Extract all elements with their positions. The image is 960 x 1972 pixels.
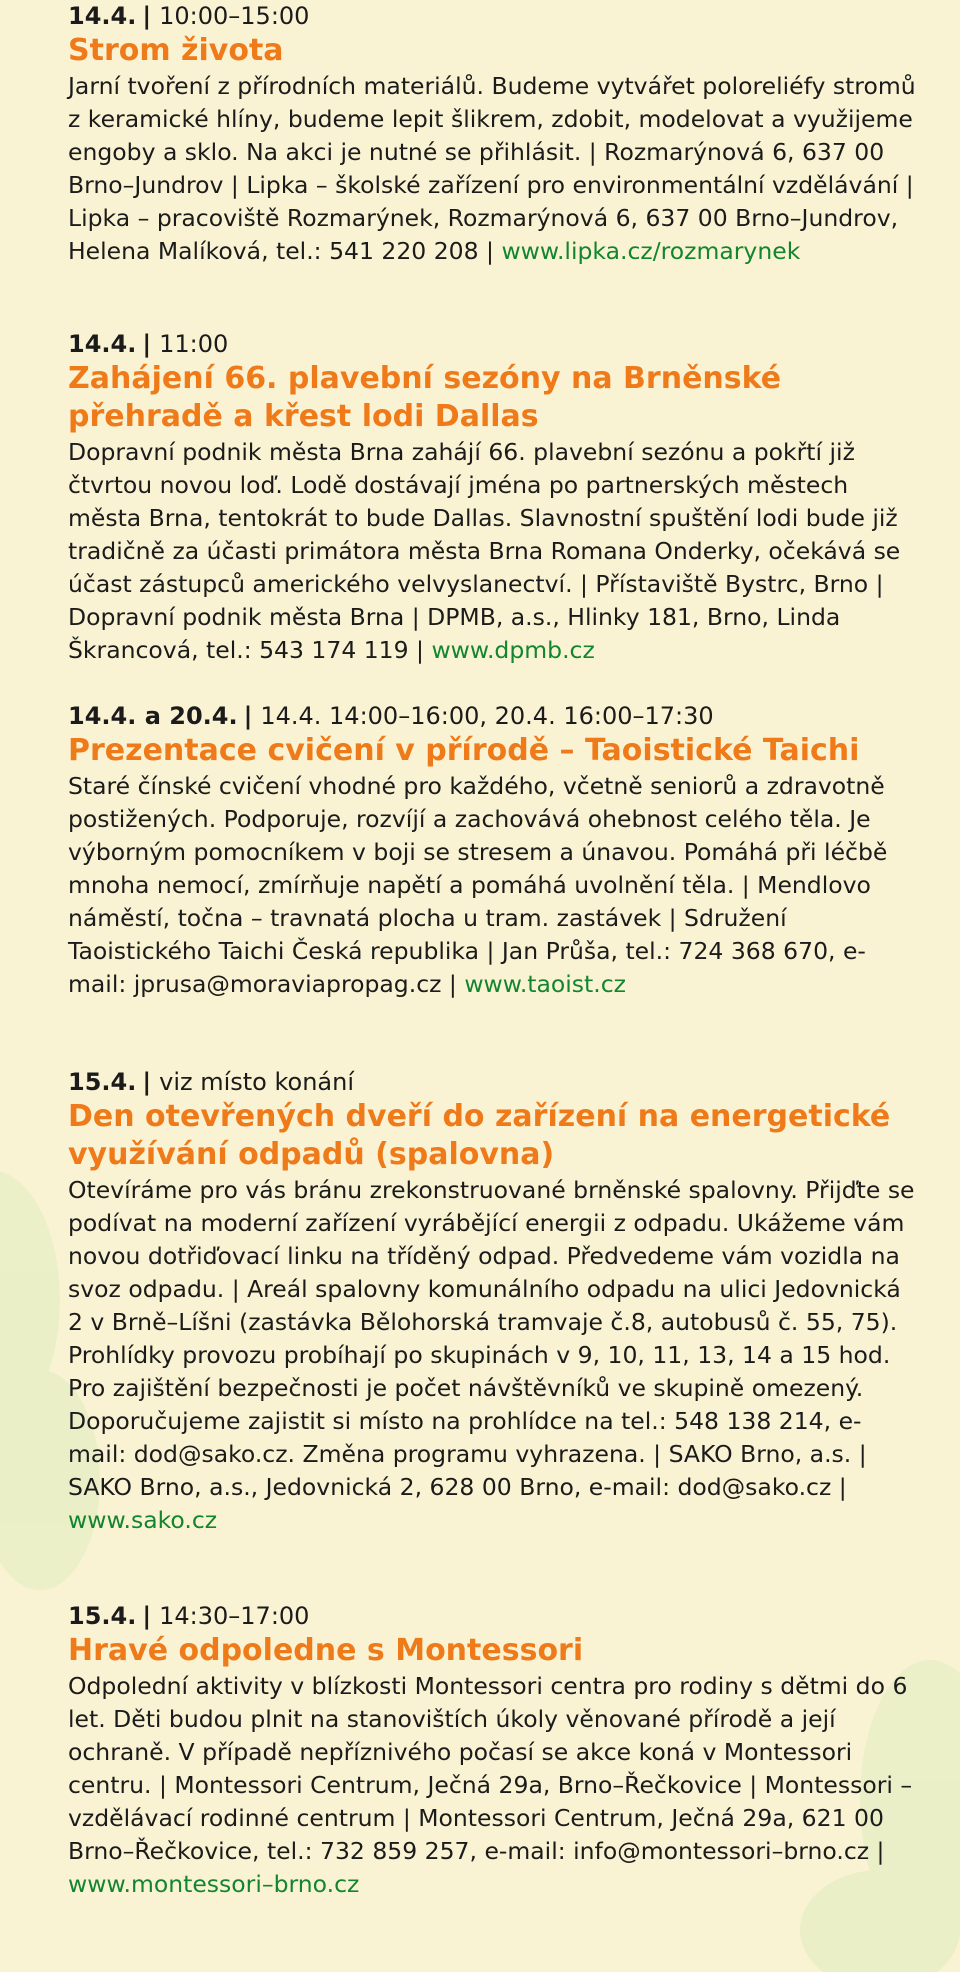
- event-link[interactable]: www.dpmb.cz: [431, 636, 595, 664]
- event-link[interactable]: www.lipka.cz/rozmarynek: [501, 237, 801, 265]
- event-item: [68, 700, 918, 1001]
- event-description: [68, 70, 918, 268]
- separator: |: [142, 330, 152, 358]
- event-meta: [68, 1066, 918, 1098]
- event-title: Prezentace cvičení v přírodě – Taoistické Taichi: [68, 733, 860, 768]
- event-time: viz místo konání: [159, 1068, 355, 1096]
- event-link[interactable]: www.taoist.cz: [464, 970, 626, 998]
- event-description-text: Dopravní podnik města Brna zahájí 66. plavební sezónu a pokřtí již čtvrtou novou loď. Lodě dostávají jména po partnerských městech města Brna, tentokrát to bude Dallas. Slavnostní spuštění lodi bude již tradičně za účasti primátora města Brna Romana Onderky, očekává se účast zástupců amerického velvyslanectví. | Přístaviště Bystrc, Brno | Dopravní podnik města Brna | DPMB, a.s., Hlinky 181, Brno, Linda Škrancová, tel.: 543 174 119 |: [68, 438, 901, 664]
- event-item: [68, 1066, 918, 1537]
- event-description: [68, 436, 918, 667]
- event-time: 10:00–15:00: [159, 2, 310, 30]
- event-title: Hravé odpoledne s Montessori: [68, 1633, 584, 1668]
- event-title: Zahájení 66. plavební sezóny na Brněnské přehradě a křest lodi Dallas: [68, 361, 782, 434]
- event-time: 11:00: [159, 330, 229, 358]
- event-item: [68, 0, 918, 268]
- event-date: 14.4. a 20.4.: [68, 702, 238, 730]
- event-description-text: Jarní tvoření z přírodních materiálů. Budeme vytvářet poloreliéfy stromů z keramické hlíny, budeme lepit šlikrem, zdobit, modelovat a využijeme engoby a sklo. Na akci je nutné se přihlásit. | Rozmarýnová 6, 637 00 Brno–Jundrov | Lipka – školské zařízení pro environmentální vzdělávání | Lipka – pracoviště Rozmarýnek, Rozmarýnová 6, 637 00 Brno–Jundrov, Helena Malíková, tel.: 541 220 208 |: [68, 72, 916, 265]
- event-title: Den otevřených dveří do zařízení na energetické využívání odpadů (spalovna): [68, 1099, 891, 1172]
- event-time: 14.4. 14:00–16:00, 20.4. 16:00–17:30: [260, 702, 714, 730]
- event-date: 15.4.: [68, 1068, 137, 1096]
- event-date: 14.4.: [68, 330, 137, 358]
- event-item: [68, 1600, 918, 1901]
- event-description-text: Staré čínské cvičení vhodné pro každého, včetně seniorů a zdravotně postižených. Podporuje, rozvíjí a zachovává ohebnost celého těla. Je výborným pomocníkem v boji se stresem a únavou. Pomáhá při léčbě mnoha nemocí, zmírňuje napětí a pomáhá uvolnění těla. | Mendlovo náměstí, točna – travnatá plocha u tram. zastávek | Sdružení Taoistického Taichi Česká republika | Jan Průša, tel.: 724 368 670, e-mail: jprusa@moraviapropag.cz |: [68, 772, 888, 998]
- event-description: [68, 1670, 918, 1901]
- event-meta: [68, 328, 918, 360]
- separator: |: [142, 2, 152, 30]
- separator: |: [142, 1602, 152, 1630]
- event-meta: [68, 0, 918, 32]
- event-meta: [68, 1600, 918, 1632]
- separator: |: [243, 702, 253, 730]
- separator: |: [142, 1068, 152, 1096]
- event-link[interactable]: www.sako.cz: [68, 1506, 218, 1534]
- event-item: [68, 328, 918, 667]
- event-title: Strom života: [68, 33, 284, 68]
- event-link[interactable]: www.montessori–brno.cz: [68, 1870, 360, 1898]
- event-date: 14.4.: [68, 2, 137, 30]
- event-date: 15.4.: [68, 1602, 137, 1630]
- event-time: 14:30–17:00: [159, 1602, 310, 1630]
- event-meta: [68, 700, 918, 732]
- event-description: [68, 770, 918, 1001]
- event-description-text: Odpolední aktivity v blízkosti Montessori centra pro rodiny s dětmi do 6 let. Děti budou plnit na stanovištích úkoly věnované přírodě a její ochraně. V případě nepříznivého počasí se akce koná v Montessori centru. | Montessori Centrum, Ječná 29a, Brno–Řečkovice | Montessori – vzdělávací rodinné centrum | Montessori Centrum, Ječná 29a, 621 00 Brno–Řečkovice, tel.: 732 859 257, e-mail: info@montessori–brno.cz |: [68, 1672, 913, 1865]
- event-description: [68, 1174, 918, 1537]
- event-description-text: Otevíráme pro vás bránu zrekonstruované brněnské spalovny. Přijďte se podívat na moderní zařízení vyrábějící energii z odpadu. Ukážeme vám novou dotřiďovací linku na tříděný odpad. Předvedeme vám vozidla na svoz odpadu. | Areál spalovny komunálního odpadu na ulici Jedovnická 2 v Brně–Líšni (zastávka Bělohorská tramvaje č.8, autobusů č. 55, 75). Prohlídky provozu probíhají po skupinách v 9, 10, 11, 13, 14 a 15 hod. Pro zajištění bezpečnosti je počet návštěvníků ve skupině omezený. Doporučujeme zajistit si místo na prohlídce na tel.: 548 138 214, e-mail: dod@sako.cz. Změna programu vyhrazena. | SAKO Brno, a.s. | SAKO Brno, a.s., Jedovnická 2, 628 00 Brno, e-mail: dod@sako.cz |: [68, 1176, 915, 1501]
